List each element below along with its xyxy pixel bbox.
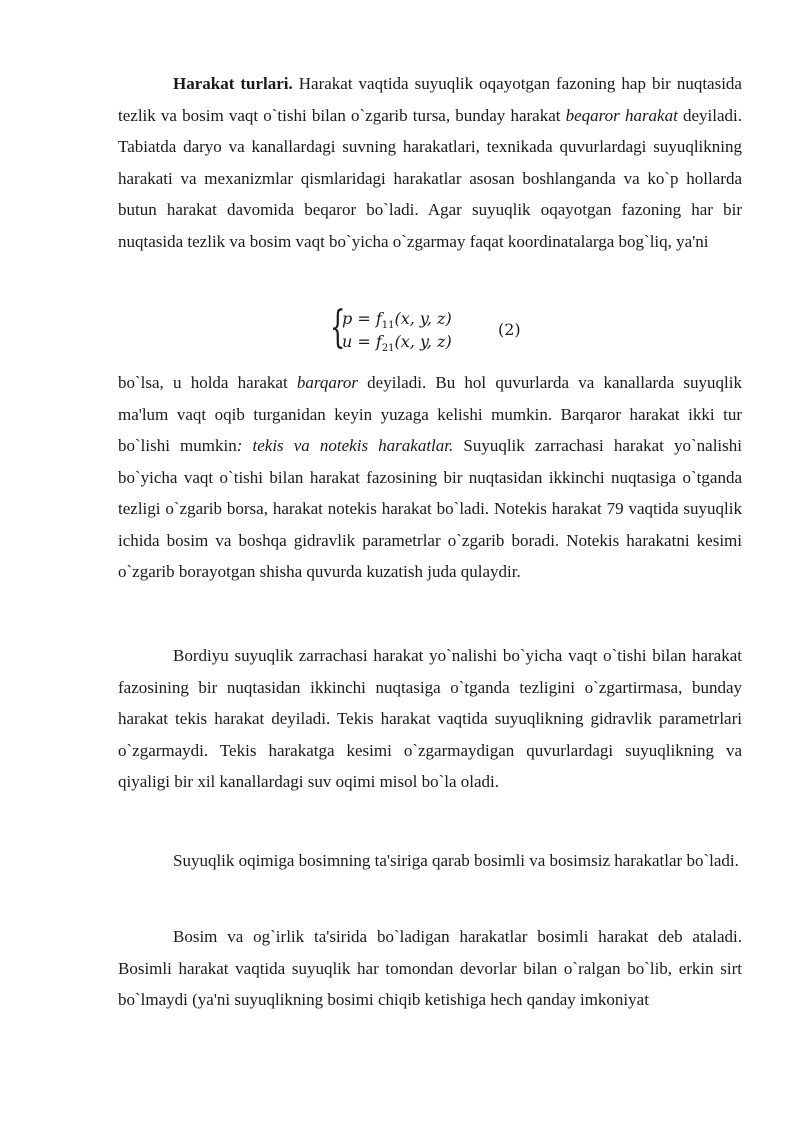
paragraph-bosimli-bosimsiz: Suyuqlik oqimiga bosimning ta'siriga qarab bosimli va bosimsiz harakatlar bo`ladi.	[173, 851, 739, 870]
term-italic: beqaror harakat	[565, 105, 678, 125]
formula-2	[330, 302, 560, 357]
paragraph-tekis-harakat: Bordiyu suyuqlik zarrachasi harakat yo`nalishi bo`yicha vaqt o`tishi bilan harakat fazosining bir nuqtasidan ikkinchi nuqtasiga o`tganda tezligini o`zgartirmasa, bunday harakat tekis harakat deyiladi. Tekis harakat vaqtida suyuqlikning gidravlik parametrlari o`zgarmaydi. Tekis harakatga kesimi o`zgarmaydigan quvurlardagi suyuqlikning va qiyaligi bir xil kanallardagi suv oqimi misol bo`la oladi.	[118, 646, 742, 791]
paragraph-harakat-turlari	[118, 68, 742, 257]
text-run: deyiladi. Bu hol quvurlarda va kanallarda suyuqlik ma'lum vaqt oqib turganidan keyin yuzaga kelishi mumkin. Barqaror harakat ikki tur bo`lishi mumkin	[118, 373, 742, 455]
formula-line-2: $u = f_{21}(x$, y, z)	[342, 332, 452, 355]
text-run: deyiladi. Tabiatda daryo va kanallardagi suvning harakatlari, texnikada quvurlardagi suyuqlikning harakati va mexanizmlar qismlaridagi harakatlar asosan boshlanganda va ko`p hollarda butun harakat davomida beqaror bo`ladi. Agar suyuqlik oqayotgan fazoning har bir nuqtasida tezlik va bosim vaqt bo`yicha o`zgarmay faqat koordinatalarga bog`liq, ya'ni	[118, 105, 742, 251]
formula-brace: {	[330, 302, 346, 353]
text-run: bo`lsa, u holda harakat	[118, 373, 297, 392]
text-run: Suyuqlik zarrachasi harakat yo`nalishi bo`yicha vaqt o`tishi bilan harakat fazosining bir nuqtasidan ikkinchi nuqtasiga o`tganda tezligi o`zgarib borsa, harakat notekis harakat bo`ladi. Notekis harakat 79 vaqtida suyuqlik ichida bosim va boshqa gidravlik parametrlar o`zgarib boradi. Notekis harakatni kesimi o`zgarib borayotgan shisha quvurda kuzatish juda qulaydir.	[118, 436, 742, 581]
paragraph-barqaror	[118, 367, 742, 588]
section-heading: Harakat turlari.	[173, 74, 293, 93]
paragraph-bosimli-harakat: Bosim va og`irlik ta'sirida bo`ladigan harakatlar bosimli harakat deb ataladi. Bosimli harakat vaqtida suyuqlik har tomondan devorlar bilan o`ralgan bo`lib, erkin sirt bo`lmaydi (ya'ni suyuqlikning bosimi chiqib ketishiga hech qanday imkoniyat	[118, 927, 742, 1009]
term-italic: : tekis va notekis harakatlar.	[236, 436, 454, 455]
equation-number: (2)	[498, 320, 521, 339]
formula-line-1: $p = f_{11}(x$, y, z)	[342, 309, 452, 332]
term-italic: barqaror	[296, 373, 358, 392]
text-run: Harakat vaqtida suyuqlik oqayotgan fazoning hap bir nuqtasida tezlik va bosim vaqt o`tishi bilan o`zgarib tursa, bunday harakat	[118, 74, 742, 125]
